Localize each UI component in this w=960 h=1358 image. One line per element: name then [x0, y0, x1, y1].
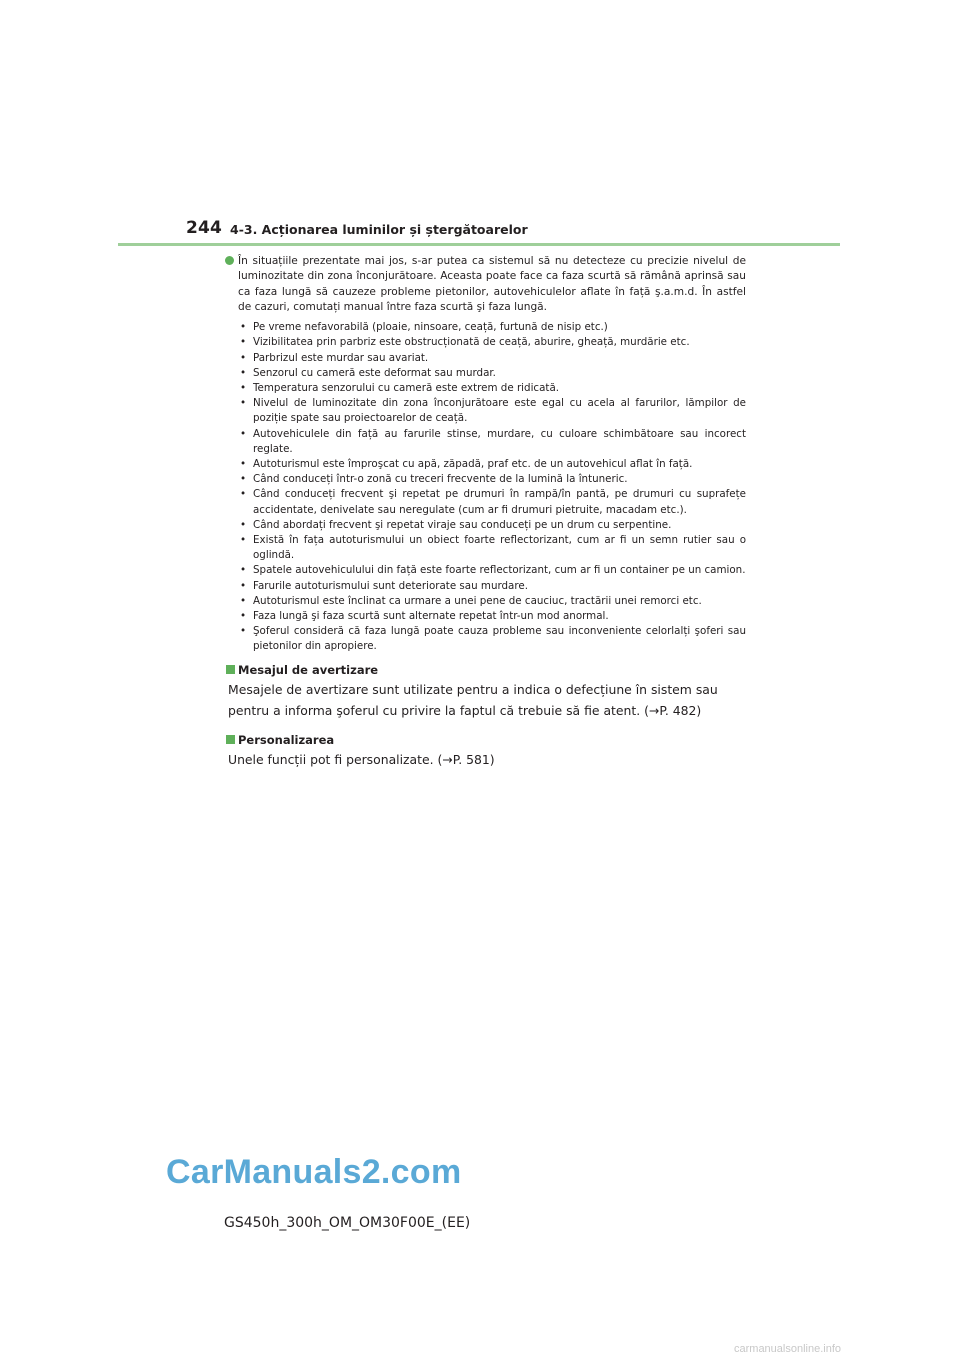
dot-bullet-icon: • [240, 473, 247, 486]
list-item: • Spatele autovehiculului din față este foarte reflectorizant, cum ar fi un container pe un camion. [238, 563, 746, 578]
dot-bullet-icon: • [240, 625, 247, 638]
list-item: • Autovehiculele din față au farurile stinse, murdare, cu culoare schimbătoare sau incorect reglate. [240, 427, 746, 455]
dot-bullet-icon: • [240, 610, 247, 623]
dot-bullet-icon: • [240, 351, 247, 364]
list-item: • Când conduceți frecvent şi repetat pe drumuri în rampă/în pantă, pe drumuri cu suprafețe accidentate, denivelate sau neregulate (cum ar fi drumuri pietruite, macadam etc.). [240, 488, 746, 516]
dot-bullet-icon: • [240, 518, 247, 531]
list-item: • Când conduceți într-o zonă cu treceri frecvente de la lumină la întuneric. [238, 472, 746, 487]
dot-bullet-icon: • [240, 488, 247, 501]
list-item: • Autoturismul este împroşcat cu apă, zăpadă, praf etc. de un autovehicul aflat în față. [238, 457, 746, 472]
list-item: • Pe vreme nefavorabilă (ploaie, ninsoare, ceață, furtună de nisip etc.) [238, 320, 746, 335]
dot-bullet-icon: • [240, 564, 247, 577]
intro-paragraph [226, 254, 746, 315]
section-heading: Personalizarea [226, 731, 746, 749]
customization-section [226, 731, 746, 770]
list-item: • Senzorul cu cameră este deformat sau murdar. [238, 366, 746, 381]
dot-bullet-icon: • [240, 458, 247, 471]
list-item: • Şoferul consideră că faza lungă poate cauza probleme sau inconveniente celorlalți şoferi sau pietonilor din apropiere. [240, 625, 746, 653]
intro-text: În situațiile prezentate mai jos, s-ar putea ca sistemul să nu detecteze cu precizie nivelul de luminozitate din zona înconjurătoare. Aceasta poate face ca faza scurtă să rămână aprinsă sau ca faza lungă să cauzeze probleme pietonilor, autovehiculelor aflate în față ş.a.m.d. În astfel de cazuri, comutați manual între faza scurtă şi faza lungă. [238, 255, 746, 313]
list-item: • Nivelul de luminozitate din zona înconjurătoare este egal cu acela al farurilor, lămpilor de poziție spate sau proiectoarelor de ceață. [240, 397, 746, 425]
list-item: • Faza lungă şi faza scurtă sunt alternate repetat într-un mod anormal. [238, 609, 746, 624]
circle-bullet-icon [225, 256, 234, 265]
list-item: • Temperatura senzorului cu cameră este extrem de ridicată. [238, 381, 746, 396]
dot-bullet-icon: • [240, 336, 247, 349]
dot-bullet-icon: • [240, 382, 247, 394]
warning-message-section [226, 661, 746, 721]
site-watermark: carmanualsonline.info [734, 1343, 842, 1355]
document-code: GS450h_300h_OM_OM30F00E_(EE) [224, 1215, 471, 1231]
dot-bullet-icon: • [240, 579, 247, 592]
list-item: • Când abordați frecvent şi repetat viraje sau conduceți pe un drum cu serpentine. [238, 518, 746, 533]
dot-bullet-icon: • [240, 427, 247, 440]
dot-bullet-icon: • [240, 534, 247, 547]
dot-bullet-icon: • [240, 594, 247, 607]
list-item: • Parbrizul este murdar sau avariat. [238, 351, 746, 366]
section-heading: Mesajul de avertizare [226, 661, 746, 679]
page-header [0, 0, 960, 250]
list-item: • Vizibilitatea prin parbriz este obstrucționată de ceață, aburire, gheață, murdărie etc. [238, 335, 746, 350]
section-body: Unele funcții pot fi personalizate. (→P. 581) [228, 751, 495, 767]
section-title: 4-3. Acționarea luminilor și ștergătoarelor [230, 222, 528, 237]
situations-list [226, 320, 746, 654]
dot-bullet-icon: • [240, 366, 247, 379]
square-bullet-icon [226, 735, 235, 744]
list-item: • Farurile autoturismului sunt deteriorate sau murdare. [238, 579, 746, 594]
watermark-logo: CarManuals2.com [166, 1153, 462, 1191]
header-divider [118, 243, 840, 246]
dot-bullet-icon: • [240, 321, 247, 334]
section-body: Mesajele de avertizare sunt utilizate pentru a indica o defecțiune în sistem sau pentru a informa şoferul cu privire la faptul că trebuie să fie atent. (→P. 482) [228, 681, 718, 718]
dot-bullet-icon: • [240, 397, 247, 410]
list-item: • Autoturismul este înclinat ca urmare a unei pene de cauciuc, tractării unei remorci etc. [238, 594, 746, 609]
list-item: • Există în fața autoturismului un obiect foarte reflectorizant, cum ar fi un semn rutier sau o oglindă. [240, 534, 746, 562]
square-bullet-icon [226, 665, 235, 674]
page-number: 244 [186, 218, 223, 238]
main-content [226, 254, 746, 770]
